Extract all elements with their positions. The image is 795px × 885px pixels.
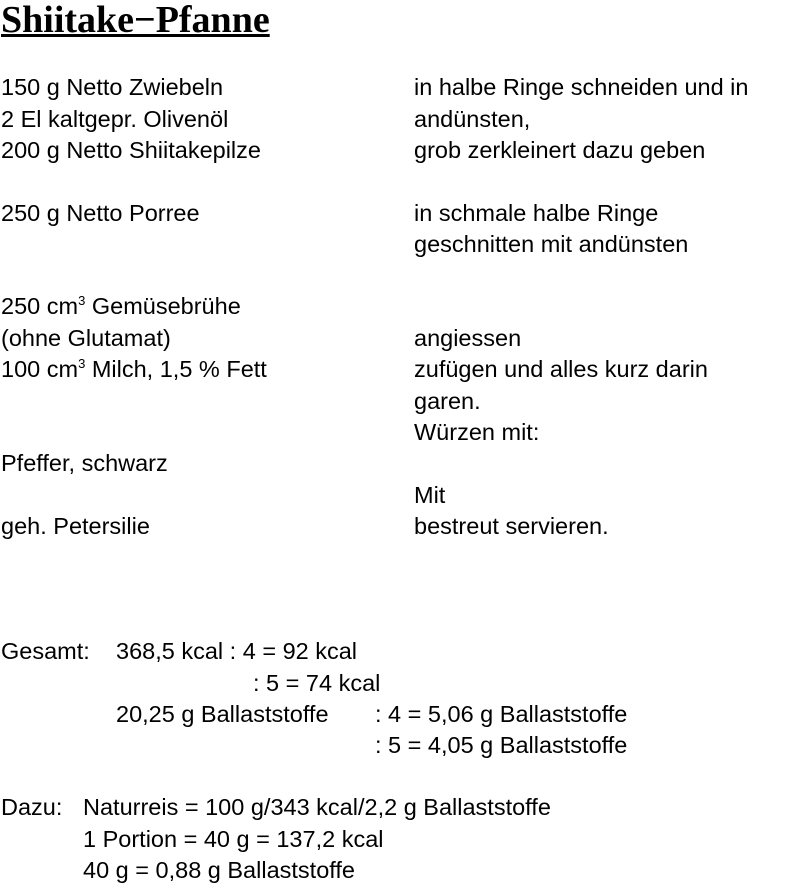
instruction-line: angiessen bbox=[414, 325, 522, 351]
ingredient-pepper: Pfeffer, schwarz bbox=[1, 450, 168, 476]
nutrition-kcal-total: 368,5 kcal : 4 = 92 kcal bbox=[116, 638, 358, 664]
ingredient-onions: 150 g Netto Zwiebeln bbox=[1, 74, 224, 100]
ingredient-broth: 250 $cm^3$ Gemüsebrühe bbox=[1, 293, 241, 319]
side-label: Dazu: bbox=[1, 794, 63, 820]
instruction-line: grob zerkleinert dazu geben bbox=[414, 137, 706, 163]
instruction-line: Würzen mit: bbox=[414, 419, 540, 445]
nutrition-label: Gesamt: bbox=[1, 638, 90, 664]
ingredient-broth-note: (ohne Glutamat) bbox=[1, 325, 171, 351]
instruction-line: Mit bbox=[414, 482, 446, 508]
instruction-line: in schmale halbe Ringe bbox=[414, 200, 659, 226]
ingredient-milk: 100 $cm^3$ Milch, 1,5 % Fett bbox=[1, 356, 267, 382]
recipe-title: Shiitake−Pfanne bbox=[1, 0, 270, 41]
nutrition-fiber-per5: : 5 = 4,05 g Ballaststoffe bbox=[375, 732, 628, 758]
instruction-line: geschnitten mit andünsten bbox=[414, 231, 689, 257]
instruction-line: in halbe Ringe schneiden und in bbox=[414, 74, 749, 100]
side-line: Naturreis = 100 g/343 kcal/2,2 g Ballaststoffe bbox=[83, 794, 551, 820]
side-line: 1 Portion = 40 g = 137,2 kcal bbox=[83, 826, 384, 852]
ingredient-olive-oil: 2 El kaltgepr. Olivenöl bbox=[1, 106, 229, 132]
instruction-line: garen. bbox=[414, 388, 481, 414]
ingredient-leek: 250 g Netto Porree bbox=[1, 200, 200, 226]
nutrition-fiber-total: 20,25 g Ballaststoffe bbox=[116, 701, 329, 727]
nutrition-fiber-per4: : 4 = 5,06 g Ballaststoffe bbox=[375, 701, 628, 727]
nutrition-kcal-per5: : 5 = 74 kcal bbox=[253, 670, 381, 696]
ingredient-parsley: geh. Petersilie bbox=[1, 513, 150, 539]
side-line: 40 g = 0,88 g Ballaststoffe bbox=[83, 857, 355, 883]
instruction-line: bestreut servieren. bbox=[414, 513, 609, 539]
ingredient-shiitake: 200 g Netto Shiitakepilze bbox=[1, 137, 261, 163]
instruction-line: andünsten, bbox=[414, 106, 531, 132]
instruction-line: zufügen und alles kurz darin bbox=[414, 356, 708, 382]
